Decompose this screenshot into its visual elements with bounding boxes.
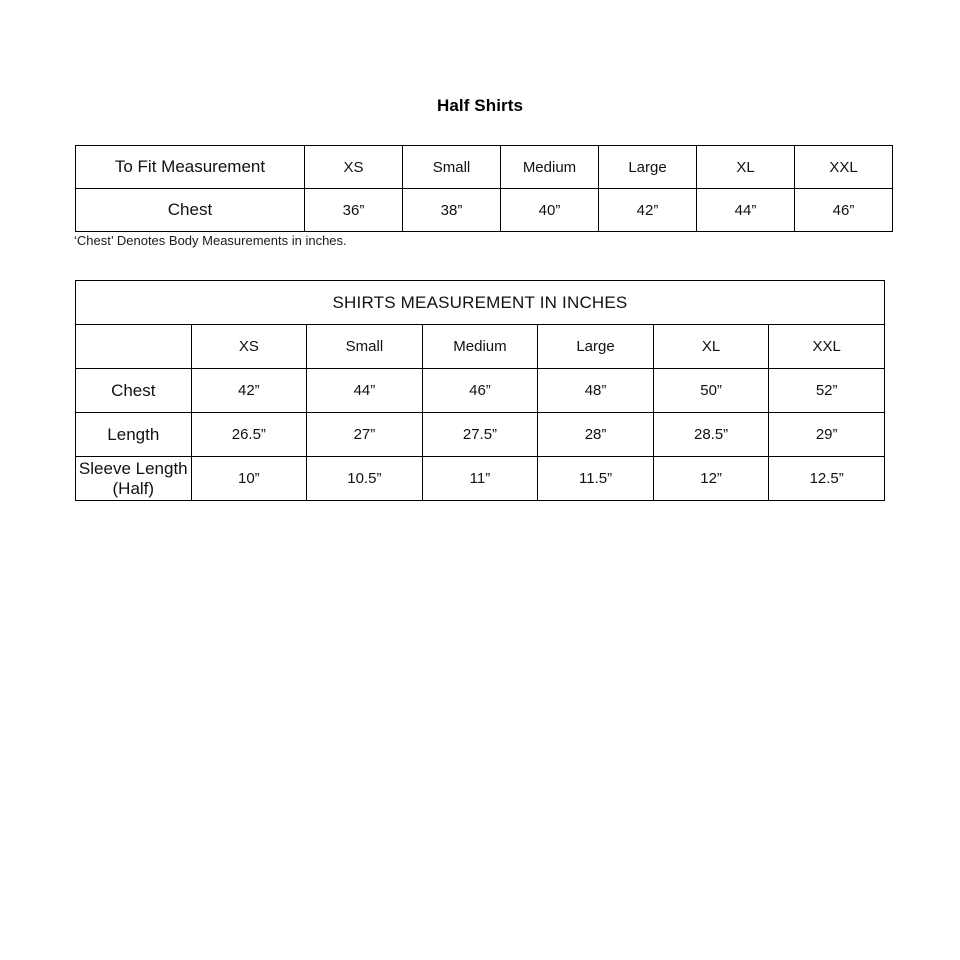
- cell-length-xxl: 29”: [769, 413, 885, 457]
- table-caption: SHIRTS MEASUREMENT IN INCHES: [76, 281, 885, 325]
- shirts-measurement-table: [75, 280, 885, 501]
- table-row: [76, 413, 885, 457]
- table-header-row: [76, 146, 893, 189]
- column-header-xl: XL: [697, 146, 795, 189]
- table-row: [76, 189, 893, 232]
- cell-chest-xl: 50”: [653, 369, 769, 413]
- column-header-xs: XS: [305, 146, 403, 189]
- column-header-medium: Medium: [501, 146, 599, 189]
- cell-sleeve-small: 10.5”: [307, 457, 423, 501]
- column-header-measurement: To Fit Measurement: [76, 146, 305, 189]
- cell-chest-xs: 42”: [191, 369, 307, 413]
- cell-chest-medium: 40”: [501, 189, 599, 232]
- column-header-xs: XS: [191, 325, 307, 369]
- cell-length-xl: 28.5”: [653, 413, 769, 457]
- cell-sleeve-medium: 11”: [422, 457, 538, 501]
- cell-length-small: 27”: [307, 413, 423, 457]
- page-title: Half Shirts: [436, 96, 524, 115]
- row-label-length: Length: [76, 413, 192, 457]
- row-label-sleeve-length: Sleeve Length (Half): [76, 457, 192, 501]
- column-header-xl: XL: [653, 325, 769, 369]
- cell-chest-small: 44”: [307, 369, 423, 413]
- column-header-medium: Medium: [422, 325, 538, 369]
- to-fit-measurement-table: [75, 145, 893, 232]
- cell-length-xs: 26.5”: [191, 413, 307, 457]
- column-header-small: Small: [403, 146, 501, 189]
- cell-chest-xxl: 46”: [795, 189, 893, 232]
- cell-length-large: 28”: [538, 413, 654, 457]
- column-header-large: Large: [599, 146, 697, 189]
- cell-sleeve-xs: 10”: [191, 457, 307, 501]
- row-label-chest: Chest: [76, 189, 305, 232]
- cell-chest-xl: 44”: [697, 189, 795, 232]
- cell-length-medium: 27.5”: [422, 413, 538, 457]
- column-header-large: Large: [538, 325, 654, 369]
- row-label-chest: Chest: [76, 369, 192, 413]
- cell-chest-small: 38”: [403, 189, 501, 232]
- cell-sleeve-xl: 12”: [653, 457, 769, 501]
- column-header-blank: [76, 325, 192, 369]
- table-row: [76, 457, 885, 501]
- cell-sleeve-large: 11.5”: [538, 457, 654, 501]
- table-header-row: [76, 325, 885, 369]
- cell-chest-medium: 46”: [422, 369, 538, 413]
- table-row: [76, 369, 885, 413]
- cell-chest-large: 48”: [538, 369, 654, 413]
- column-header-xxl: XXL: [795, 146, 893, 189]
- chest-note: ‘Chest’ Denotes Body Measurements in inches.: [74, 233, 347, 248]
- cell-chest-large: 42”: [599, 189, 697, 232]
- cell-chest-xs: 36”: [305, 189, 403, 232]
- column-header-xxl: XXL: [769, 325, 885, 369]
- cell-sleeve-xxl: 12.5”: [769, 457, 885, 501]
- cell-chest-xxl: 52”: [769, 369, 885, 413]
- table-caption-row: [76, 281, 885, 325]
- column-header-small: Small: [307, 325, 423, 369]
